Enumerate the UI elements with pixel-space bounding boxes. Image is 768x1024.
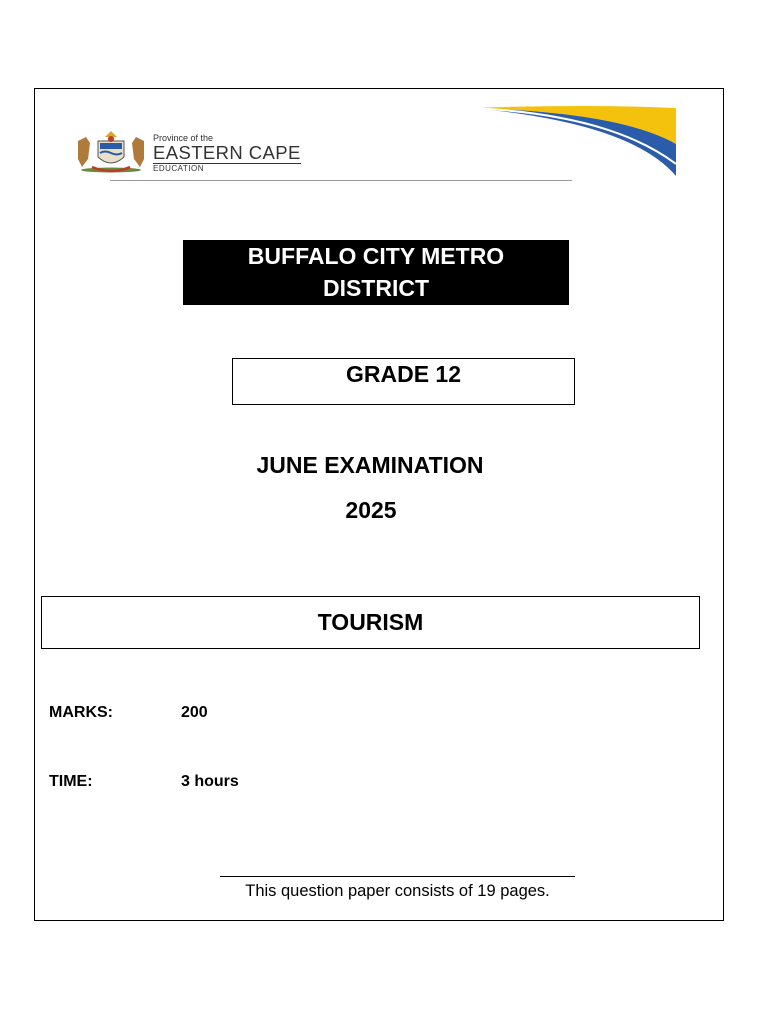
swoosh-graphic — [470, 104, 676, 178]
brand-line-3: EDUCATION — [153, 164, 205, 173]
district-banner — [183, 240, 569, 305]
time-label: TIME: — [49, 773, 93, 790]
district-line-2: DISTRICT — [322, 275, 430, 301]
district-line-1: BUFFALO CITY METRO — [247, 243, 505, 269]
grade-box: GRADE 12 — [232, 358, 575, 405]
subject-box: TOURISM — [41, 596, 700, 649]
brand-line-2: EASTERN CAPE — [153, 142, 301, 163]
exam-year: 2025 — [345, 497, 397, 523]
brand-logo — [153, 133, 301, 174]
page-count-note: This question paper consists of 19 pages. — [245, 882, 550, 900]
brand-line-1: Province of the — [153, 133, 214, 143]
time-value: 3 hours — [181, 773, 239, 790]
marks-label: MARKS: — [49, 704, 113, 721]
marks-value: 200 — [181, 704, 208, 721]
header-divider — [110, 180, 572, 181]
footer-divider — [220, 876, 575, 877]
exam-title: JUNE EXAMINATION — [256, 452, 484, 478]
coat-of-arms-icon — [72, 129, 150, 173]
